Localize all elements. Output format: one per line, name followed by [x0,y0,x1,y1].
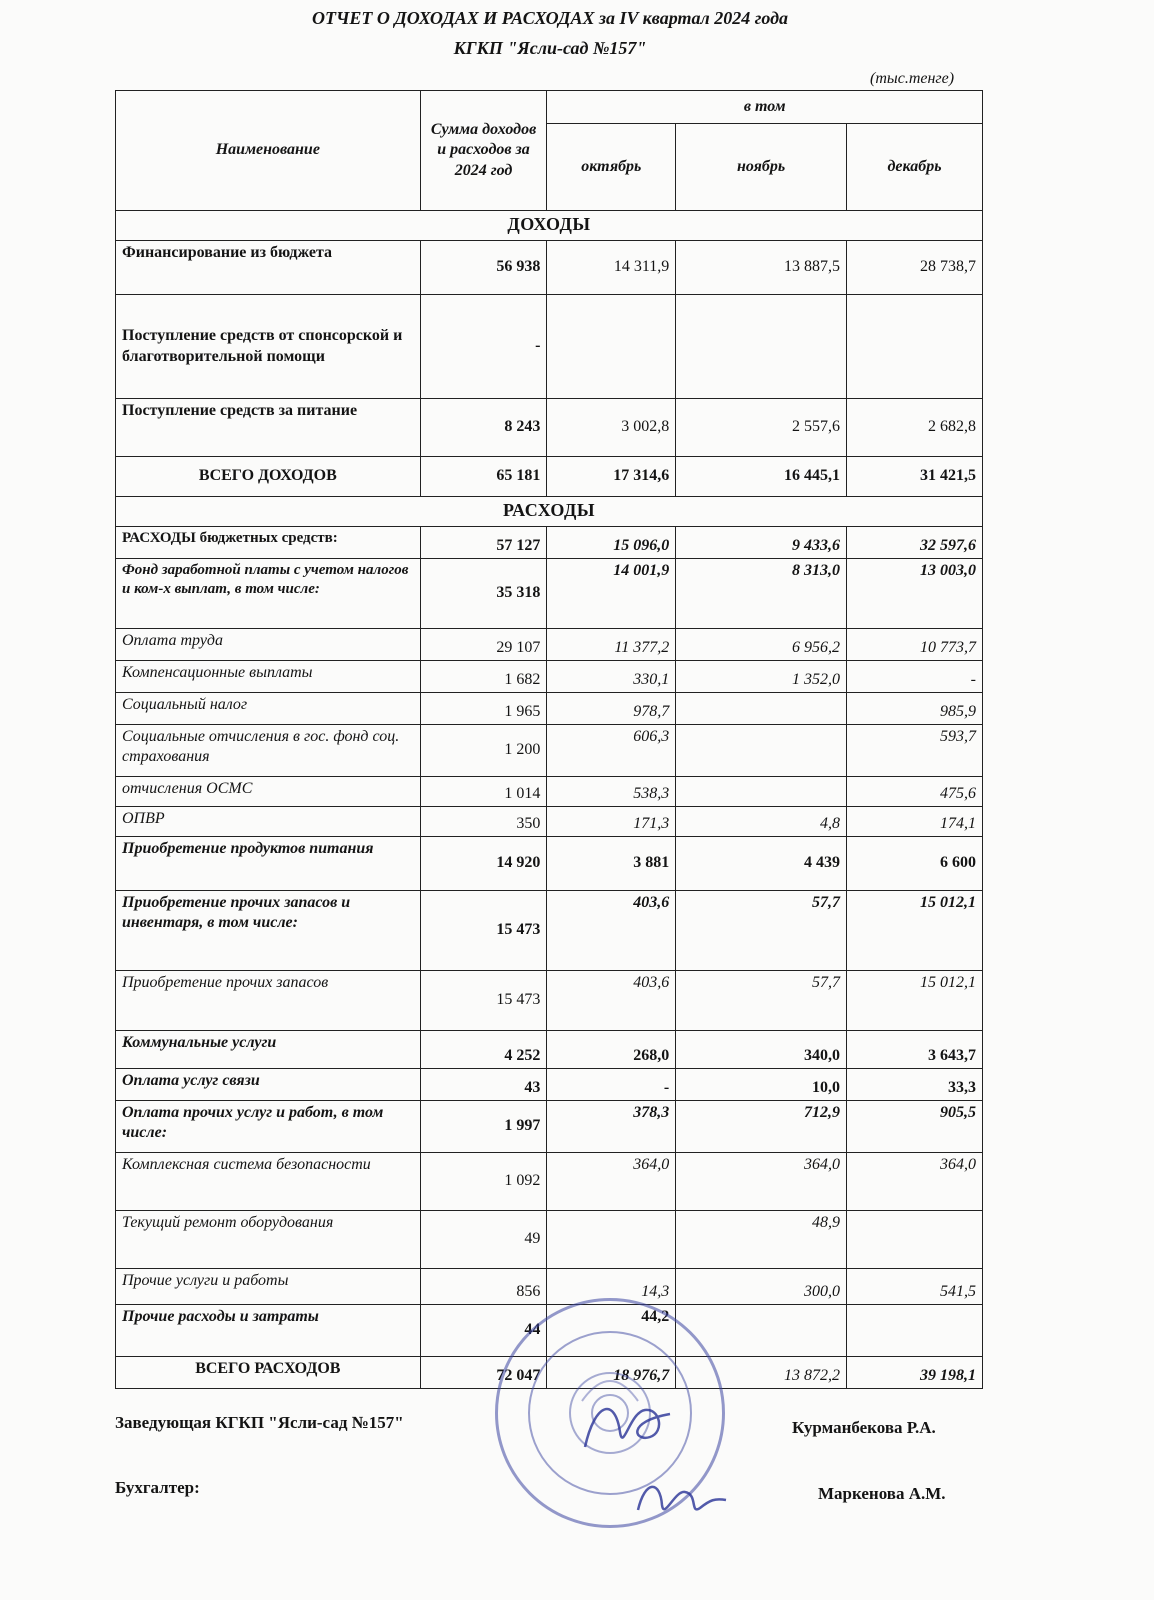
row-name: Прочие услуги и работы [116,1269,421,1305]
row-dec: 3 643,7 [846,1031,982,1069]
row-name: отчисления ОСМС [116,777,421,807]
row-total: 15 473 [420,971,547,1031]
signature-head [575,1392,675,1462]
row-nov [676,777,847,807]
units-label: (тыс.тенге) [870,70,955,87]
header-group: в том [547,91,983,124]
table-row [116,629,983,661]
organization-name: КГКП "Ясли-сад №157" [453,38,647,58]
row-name: Социальные отчисления в гос. фонд соц. страхования [116,725,421,777]
row-nov [676,725,847,777]
row-dec: 174,1 [846,807,982,837]
row-name: Поступление средств за питание [116,399,421,457]
accountant-signature-label: Бухгалтер: [115,1478,200,1497]
row-oct: 171,3 [547,807,676,837]
table-row [116,807,983,837]
row-dec: 13 003,0 [846,559,982,629]
table-row [116,1269,983,1305]
row-dec [846,1305,982,1357]
row-dec: - [846,661,982,693]
row-dec: 2 682,8 [846,399,982,457]
table-row [116,1153,983,1211]
row-oct: 364,0 [547,1153,676,1211]
row-total: 65 181 [420,457,547,497]
row-nov: 9 433,6 [676,527,847,559]
row-oct: 978,7 [547,693,676,725]
row-total: 1 200 [420,725,547,777]
header-row [116,91,983,124]
table-row [116,241,983,295]
table-row-total-income [116,457,983,497]
head-signature-name: Курманбекова Р.А. [792,1418,936,1437]
table-row [116,837,983,891]
row-nov: 10,0 [676,1069,847,1101]
row-oct: 18 976,7 [547,1357,676,1389]
row-total: 35 318 [420,559,547,629]
row-total: 8 243 [420,399,547,457]
row-nov [676,295,847,399]
row-name: Финансирование из бюджета [116,241,421,295]
table-row [116,777,983,807]
row-total: 14 920 [420,837,547,891]
table-row [116,1031,983,1069]
row-oct: 14,3 [547,1269,676,1305]
section-income [116,211,983,241]
row-oct: 3 881 [547,837,676,891]
row-dec: 475,6 [846,777,982,807]
section-income-title: ДОХОДЫ [116,211,983,241]
row-dec: 33,3 [846,1069,982,1101]
row-oct: 538,3 [547,777,676,807]
row-name: Приобретение прочих запасов и инвентаря, в том числе: [116,891,421,971]
row-dec: 39 198,1 [846,1357,982,1389]
row-dec: 28 738,7 [846,241,982,295]
row-oct: 268,0 [547,1031,676,1069]
row-name: Приобретение прочих запасов [116,971,421,1031]
row-dec: 32 597,6 [846,527,982,559]
row-total: 56 938 [420,241,547,295]
row-total: 72 047 [420,1357,547,1389]
row-name: Оплата услуг связи [116,1069,421,1101]
row-oct: 44,2 [547,1305,676,1357]
row-name: ОПВР [116,807,421,837]
row-dec: 364,0 [846,1153,982,1211]
row-oct: 3 002,8 [547,399,676,457]
row-dec: 541,5 [846,1269,982,1305]
row-nov: 57,7 [676,971,847,1031]
row-name: РАСХОДЫ бюджетных средств: [116,527,421,559]
table-row [116,559,983,629]
row-name: Текущий ремонт оборудования [116,1211,421,1269]
header-december: декабрь [846,124,982,211]
row-oct: 403,6 [547,971,676,1031]
row-total: 1 014 [420,777,547,807]
table-row [116,295,983,399]
row-name: Комплексная система безопасности [116,1153,421,1211]
table-row [116,527,983,559]
row-oct: 11 377,2 [547,629,676,661]
row-name: ВСЕГО ДОХОДОВ [116,457,421,497]
report-title: ОТЧЕТ О ДОХОДАХ И РАСХОДАХ за IV квартал 2024 года [311,8,789,28]
row-name: Приобретение продуктов питания [116,837,421,891]
header-november: ноябрь [676,124,847,211]
row-oct: 14 311,9 [547,241,676,295]
signature-accountant [630,1470,730,1530]
row-oct: - [547,1069,676,1101]
section-expense [116,497,983,527]
row-total: 856 [420,1269,547,1305]
table-row [116,1069,983,1101]
row-nov: 16 445,1 [676,457,847,497]
row-oct [547,1211,676,1269]
table-row [116,661,983,693]
row-dec: 593,7 [846,725,982,777]
row-nov [676,693,847,725]
row-total: 44 [420,1305,547,1357]
row-name: Поступление средств от спонсорской и благотворительной помощи [116,295,421,399]
row-name: ВСЕГО РАСХОДОВ [116,1357,421,1389]
row-nov: 4,8 [676,807,847,837]
row-name: Социальный налог [116,693,421,725]
row-nov: 364,0 [676,1153,847,1211]
table-row [116,693,983,725]
table-row [116,725,983,777]
row-total: 49 [420,1211,547,1269]
row-dec: 15 012,1 [846,891,982,971]
row-name: Фонд заработной платы с учетом налогов и ком-х выплат, в том числе: [116,559,421,629]
row-name: Оплата прочих услуг и работ, в том числе: [116,1101,421,1153]
row-total: 350 [420,807,547,837]
row-total: 1 682 [420,661,547,693]
row-nov: 48,9 [676,1211,847,1269]
row-nov: 13 887,5 [676,241,847,295]
row-nov: 1 352,0 [676,661,847,693]
row-total: 29 107 [420,629,547,661]
row-nov: 4 439 [676,837,847,891]
row-nov: 8 313,0 [676,559,847,629]
head-signature-label: Заведующая КГКП "Ясли-сад №157" [115,1413,404,1432]
row-dec [846,1211,982,1269]
row-dec [846,295,982,399]
row-name: Прочие расходы и затраты [116,1305,421,1357]
row-dec: 6 600 [846,837,982,891]
table-row [116,891,983,971]
row-oct [547,295,676,399]
row-dec: 985,9 [846,693,982,725]
header-total: Сумма доходов и расходов за 2024 год [420,91,547,211]
row-dec: 10 773,7 [846,629,982,661]
header-name: Наименование [116,91,421,211]
row-nov: 2 557,6 [676,399,847,457]
row-oct: 403,6 [547,891,676,971]
row-nov: 300,0 [676,1269,847,1305]
row-oct: 606,3 [547,725,676,777]
row-nov: 13 872,2 [676,1357,847,1389]
row-dec: 905,5 [846,1101,982,1153]
row-oct: 14 001,9 [547,559,676,629]
section-expense-title: РАСХОДЫ [116,497,983,527]
row-total: 4 252 [420,1031,547,1069]
row-oct: 17 314,6 [547,457,676,497]
row-nov: 57,7 [676,891,847,971]
row-total: - [420,295,547,399]
row-nov: 6 956,2 [676,629,847,661]
income-expense-table [115,90,983,1389]
row-name: Оплата труда [116,629,421,661]
table-row [116,971,983,1031]
row-total: 57 127 [420,527,547,559]
row-dec: 31 421,5 [846,457,982,497]
header-october: октябрь [547,124,676,211]
row-nov: 340,0 [676,1031,847,1069]
row-dec: 15 012,1 [846,971,982,1031]
table-row [116,1211,983,1269]
table-row [116,399,983,457]
row-total: 1 092 [420,1153,547,1211]
row-total: 1 965 [420,693,547,725]
row-total: 1 997 [420,1101,547,1153]
row-total: 43 [420,1069,547,1101]
row-name: Коммунальные услуги [116,1031,421,1069]
row-total: 15 473 [420,891,547,971]
table-row [116,1101,983,1153]
accountant-signature-name: Маркенова А.М. [818,1484,946,1503]
row-oct: 378,3 [547,1101,676,1153]
row-name: Компенсационные выплаты [116,661,421,693]
row-oct: 330,1 [547,661,676,693]
row-nov: 712,9 [676,1101,847,1153]
row-oct: 15 096,0 [547,527,676,559]
